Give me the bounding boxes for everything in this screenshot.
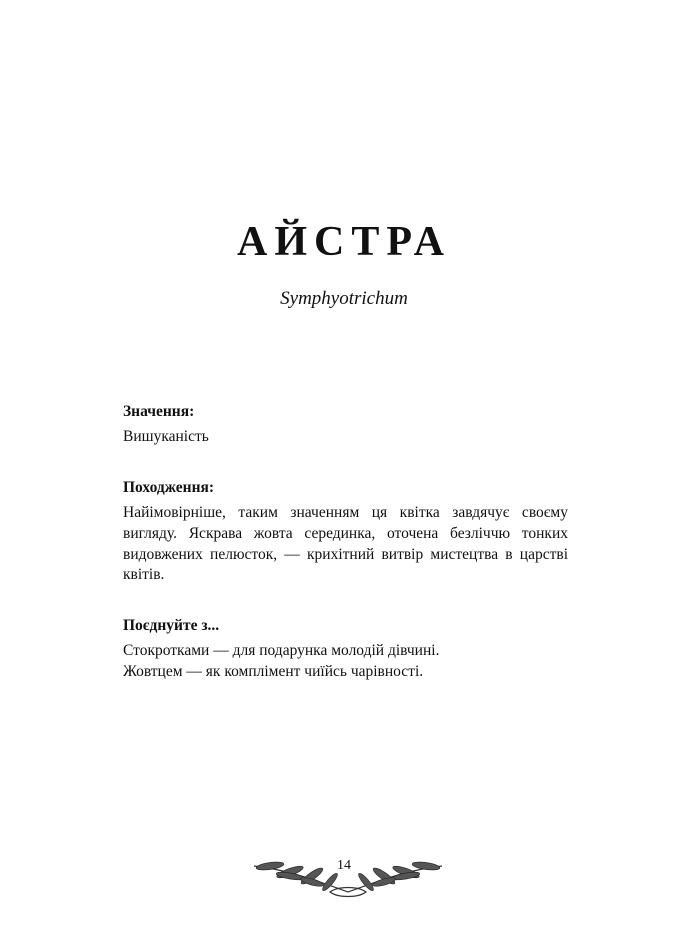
section-heading-combine: Поєднуйте з... <box>123 617 220 634</box>
meaning-text: Вишуканість <box>123 428 209 445</box>
page-title: АЙСТРА <box>237 219 451 265</box>
combine-item: Стокротками — для подарунка молодій дівчині. <box>123 642 440 659</box>
latin-name: Symphyotrichum <box>280 288 408 309</box>
combine-item: Жовтцем — як комплімент чиїйсь чарівності. <box>123 663 424 680</box>
section-heading-meaning: Значення: <box>123 403 195 420</box>
origin-paragraph: Найімовірніше, таким значенням ця квітка завдячує своєму вигляду. Яскрава жовта серединка, оточена безліччю тонких видовжених пелюсток, — крихітний витвір мистецтва в царстві квітів. <box>123 504 568 584</box>
page-number: 14 <box>337 858 351 873</box>
section-heading-origin: Походження: <box>123 479 215 496</box>
